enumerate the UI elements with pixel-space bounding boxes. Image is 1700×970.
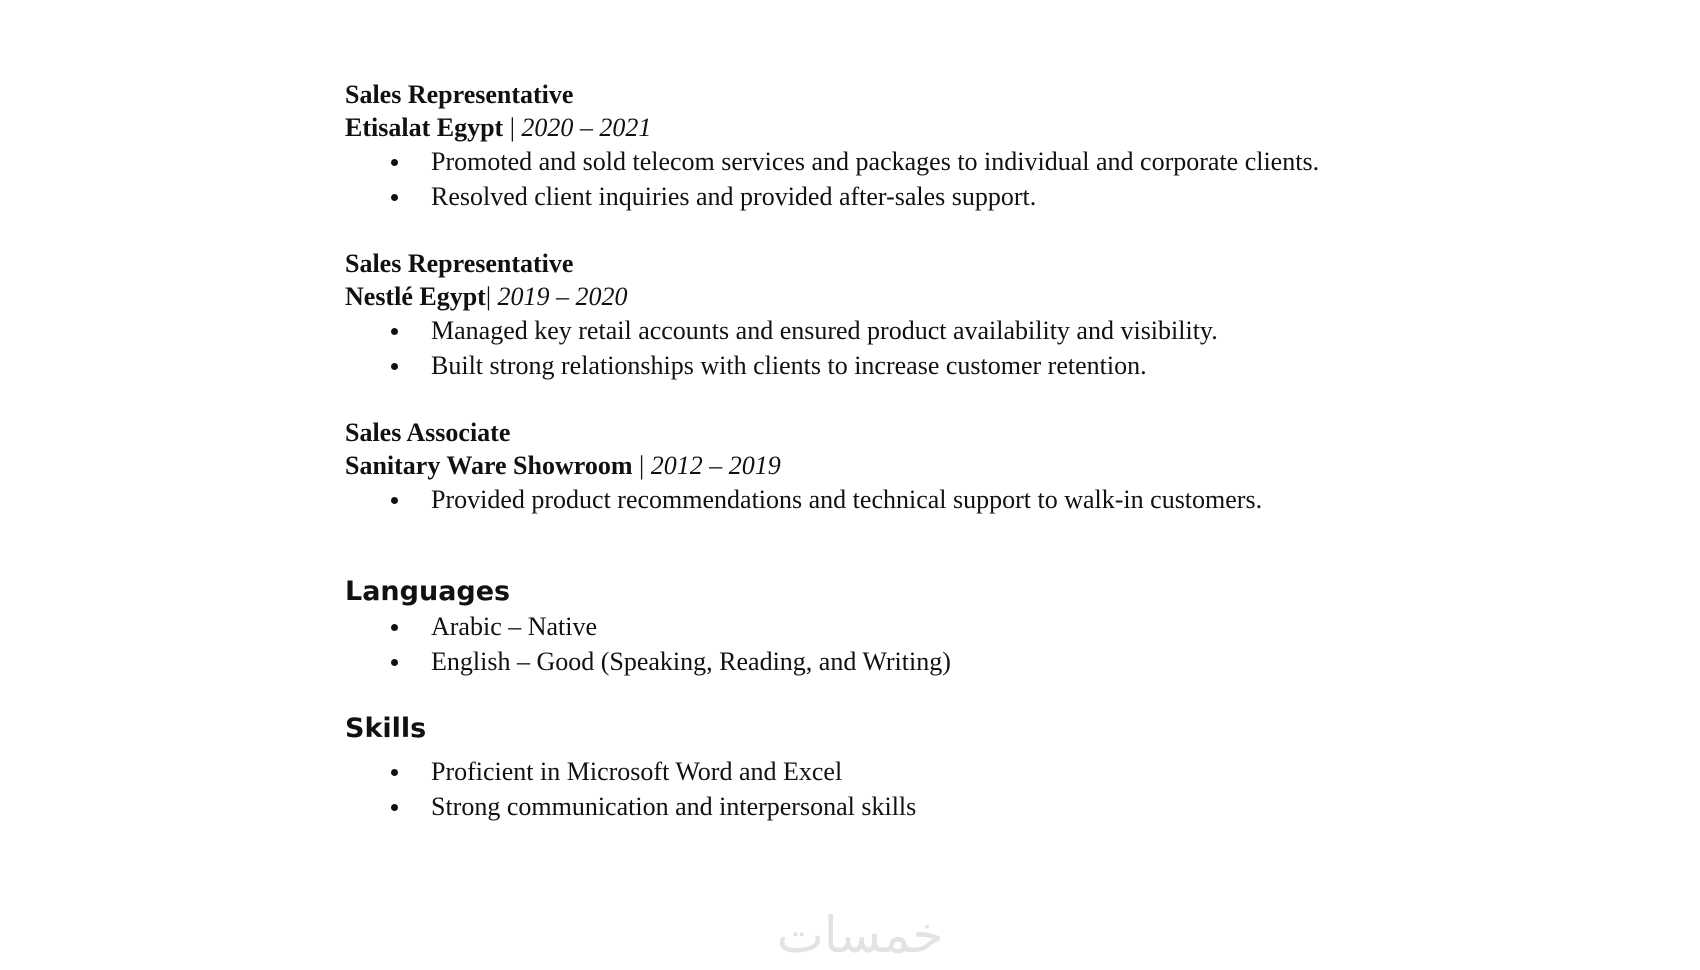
job-years: 2019 – 2020 <box>497 282 628 311</box>
bullet-dot-icon <box>391 624 398 631</box>
job-bullet <box>345 144 1545 179</box>
job-bullet-text: Built strong relationships with clients to increase customer retention. <box>431 351 1147 380</box>
job-bullet-text: Promoted and sold telecom services and packages to individual and corporate clients. <box>431 147 1320 176</box>
languages-section <box>345 575 1545 679</box>
skills-heading: Skills <box>345 713 427 744</box>
job-bullets <box>345 144 1545 214</box>
job-company-line <box>345 449 1545 482</box>
separator: | <box>503 113 522 142</box>
job-entry-etisalat <box>345 78 1545 214</box>
languages-list <box>345 609 1545 679</box>
watermark-logo: خمسات <box>776 906 944 964</box>
skill-text: Strong communication and interpersonal skills <box>431 792 917 821</box>
separator: | <box>485 282 498 311</box>
job-entry-nestle <box>345 247 1545 383</box>
company-name: Sanitary Ware Showroom <box>345 451 633 480</box>
job-company-line <box>345 111 1545 144</box>
job-title: Sales Representative <box>345 249 574 278</box>
company-name: Nestlé Egypt <box>345 282 486 311</box>
job-bullet-text: Provided product recommendations and technical support to walk-in customers. <box>431 485 1263 514</box>
bullet-dot-icon <box>391 804 398 811</box>
job-years: 2020 – 2021 <box>521 113 652 142</box>
skill-item <box>345 789 1545 824</box>
language-item <box>345 609 1545 644</box>
job-bullet <box>345 482 1545 517</box>
skill-text: Proficient in Microsoft Word and Excel <box>431 757 843 786</box>
bullet-dot-icon <box>391 497 398 504</box>
job-company-line <box>345 280 1545 313</box>
job-years: 2012 – 2019 <box>650 451 781 480</box>
skills-section <box>345 712 1545 824</box>
company-name: Etisalat Egypt <box>345 113 504 142</box>
language-text: English – Good (Speaking, Reading, and Writing) <box>431 647 951 676</box>
job-title: Sales Associate <box>345 418 511 447</box>
languages-heading: Languages <box>345 576 511 607</box>
bullet-dot-icon <box>391 194 398 201</box>
job-title: Sales Representative <box>345 80 574 109</box>
job-bullet <box>345 348 1545 383</box>
language-text: Arabic – Native <box>431 612 598 641</box>
job-bullet <box>345 313 1545 348</box>
skill-item <box>345 754 1545 789</box>
bullet-dot-icon <box>391 363 398 370</box>
skills-list <box>345 754 1545 824</box>
language-item <box>345 644 1545 679</box>
resume-page <box>345 78 1545 824</box>
bullet-dot-icon <box>391 769 398 776</box>
job-bullet <box>345 179 1545 214</box>
job-entry-sanitary-ware <box>345 416 1545 517</box>
job-bullets <box>345 313 1545 383</box>
job-bullet-text: Resolved client inquiries and provided after-sales support. <box>431 182 1037 211</box>
job-bullets <box>345 482 1545 517</box>
job-bullet-text: Managed key retail accounts and ensured product availability and visibility. <box>431 316 1218 345</box>
bullet-dot-icon <box>391 328 398 335</box>
bullet-dot-icon <box>391 159 398 166</box>
bullet-dot-icon <box>391 659 398 666</box>
separator: | <box>632 451 651 480</box>
